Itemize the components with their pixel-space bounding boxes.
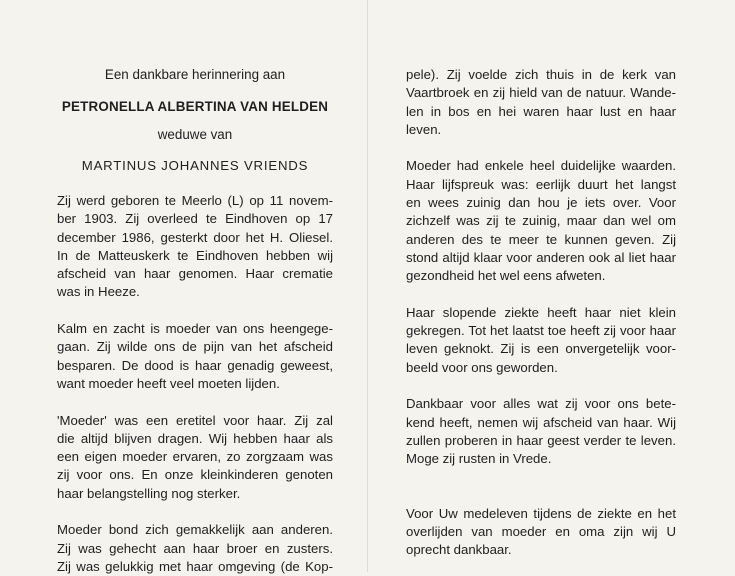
text-line: zullen proberen in haar geest verder te leven. bbox=[406, 432, 676, 448]
card-fold-line bbox=[367, 0, 368, 572]
text-line: en wees zuinig dan hou je iets over. Voor bbox=[406, 195, 676, 211]
text-line: overlijden van moeder en oma zijn wij U bbox=[406, 523, 676, 539]
text-line: Moeder had enkele heel duidelijke waarden. bbox=[406, 158, 676, 174]
text-line: ber 1903. Zij overleed te Eindhoven op 17 bbox=[57, 211, 333, 227]
text-line: die altijd blijven dragen. Wij hebben haar als bbox=[57, 430, 333, 446]
text-line: Voor Uw medeleven tijdens de ziekte en het bbox=[406, 505, 676, 521]
right-panel bbox=[406, 66, 676, 559]
paragraph-nature bbox=[406, 66, 676, 139]
widow-of-line: weduwe van bbox=[157, 127, 233, 142]
paragraph-birth-death bbox=[57, 192, 333, 302]
intro-line: Een dankbare herinnering aan bbox=[104, 67, 286, 82]
text-line: Haar slopende ziekte heeft haar niet klein bbox=[406, 304, 676, 320]
paragraph-illness bbox=[406, 304, 676, 377]
paragraph-values bbox=[406, 157, 676, 285]
text-line: kend heeft, nemen wij afscheid van haar. Wij bbox=[406, 414, 676, 430]
text-line: afscheid van haar genomen. Haar crematie bbox=[57, 266, 333, 282]
text-line: Vaartbroek en zij hield van de natuur. Wande- bbox=[406, 85, 676, 101]
text-line: oprecht dankbaar. bbox=[406, 542, 512, 558]
text-line: zij voor ons. En onze kleinkinderen genoten bbox=[57, 467, 333, 483]
paragraph-thanks bbox=[406, 505, 676, 560]
text-line: gaan. Zij wilde ons de pijn van het afscheid bbox=[57, 339, 333, 355]
deceased-name: PETRONELLA ALBERTINA VAN HELDEN bbox=[61, 99, 329, 114]
text-line: was in Heeze. bbox=[57, 284, 140, 300]
text-line: In de Matteuskerk te Eindhoven hebben wij bbox=[57, 247, 333, 263]
text-line: Haar lijfspreuk was: eerlijk duurt het langst bbox=[406, 176, 676, 192]
text-line: zichzelf was zij te zuinig, maar dan wel om bbox=[406, 213, 676, 229]
text-line: Moeder bond zich gemakkelijk aan anderen. bbox=[57, 522, 333, 538]
text-line: haar belangstelling nog sterker. bbox=[57, 485, 241, 501]
husband-name: MARTINUS JOHANNES VRIENDS bbox=[81, 158, 309, 173]
text-line: 'Moeder' was een eretitel voor haar. Zij zal bbox=[57, 412, 333, 428]
text-line: pele). Zij voelde zich thuis in de kerk van bbox=[406, 67, 676, 82]
paragraph-farewell bbox=[406, 395, 676, 468]
text-line: leven. bbox=[406, 121, 442, 137]
left-panel bbox=[57, 66, 333, 576]
text-line: beeld voor ons geworden. bbox=[406, 359, 558, 375]
text-line: een eigen moeder ervaren, zo zorgzaam was bbox=[57, 449, 333, 465]
text-line: gezondheid het wel eens afweten. bbox=[406, 268, 606, 284]
text-line: stond altijd klaar voor anderen ook al liet haar bbox=[406, 249, 676, 265]
text-line: want moeder heeft veel moeten lijden. bbox=[57, 375, 280, 391]
text-line: Zij werd geboren te Meerlo (L) op 11 novem- bbox=[57, 193, 333, 208]
text-line: Kalm en zacht is moeder van ons heengege- bbox=[57, 321, 333, 337]
text-line: len in bos en hei waren haar lust en haar bbox=[406, 103, 676, 119]
paragraph-family bbox=[57, 521, 333, 576]
text-line: anderen des te meer te kunnen geven. Zij bbox=[406, 231, 676, 247]
text-line: Dankbaar voor alles wat zij voor ons bete- bbox=[406, 396, 676, 412]
paragraph-mother-title bbox=[57, 412, 333, 503]
text-line: Zij was gehecht aan haar broer en zusters. bbox=[57, 540, 333, 556]
paragraph-passing bbox=[57, 320, 333, 393]
text-line: leven geknokt. Zij is een onvergetelijk voor- bbox=[406, 341, 676, 357]
text-line: besparen. De dood is haar genadig geweest, bbox=[57, 357, 333, 373]
text-line: Zij was gelukkig met haar omgeving (de Kop- bbox=[57, 558, 333, 574]
text-line: Moge zij rusten in Vrede. bbox=[406, 451, 552, 467]
text-line: gekregen. Tot het laatst toe heeft zij voor haar bbox=[406, 323, 676, 339]
text-line: december 1986, gesterkt door het H. Oliesel. bbox=[57, 229, 333, 245]
